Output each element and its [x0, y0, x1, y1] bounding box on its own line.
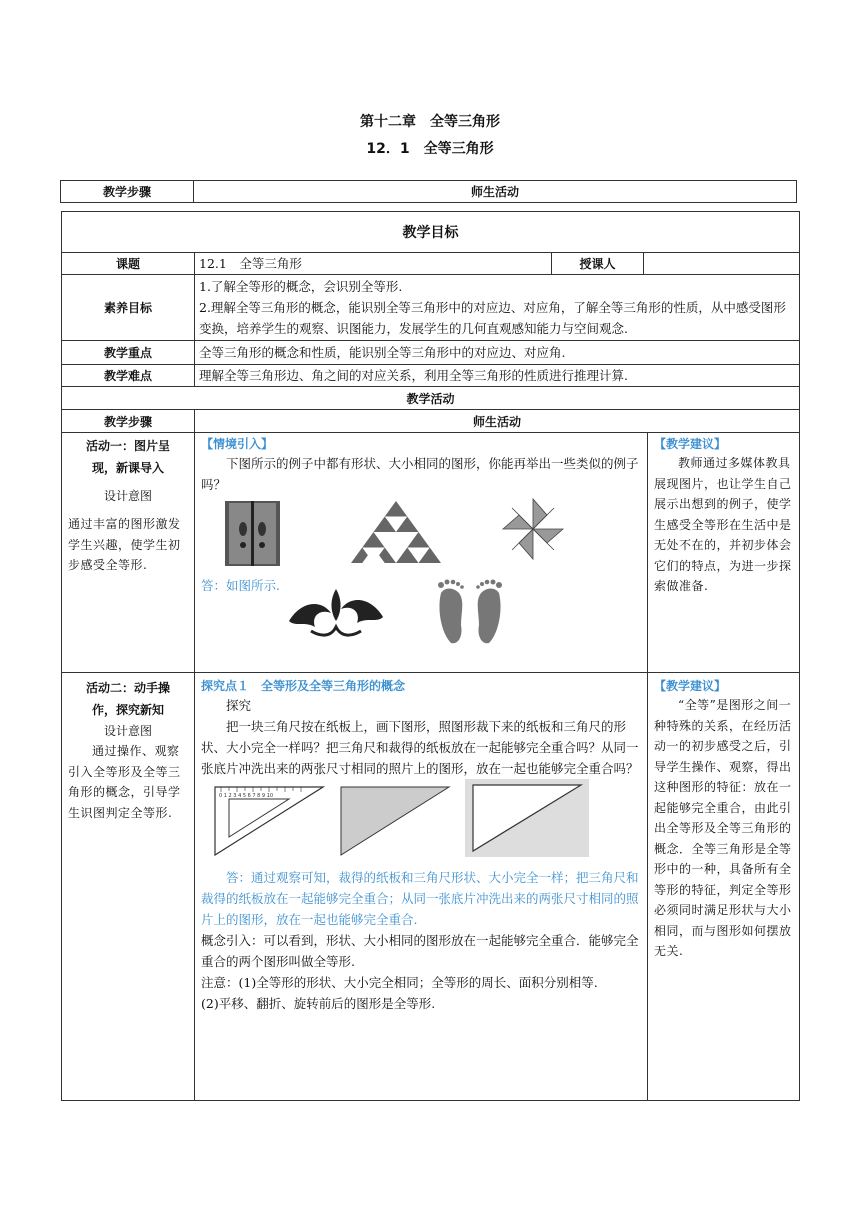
activity2-answer: 答：通过观察可知，裁得的纸板和三角尺形状、大小完全一样；把三角尺和裁得的纸板放在一起能够完全重合；从同一张底片冲洗出来的两张尺寸相同的照片上的图形，放在一起也能够完全重合.: [201, 870, 639, 927]
activity2-design-label: 设计意图: [103, 724, 152, 738]
activity2-concept: 概念引入：可以看到，形状、大小相同的图形放在一起能够完全重合．能够完全重合的两个图形叫做全等形.: [201, 933, 639, 969]
lesson-plan-table: [61, 211, 800, 1101]
literacy-item-2: 2.理解全等三角形的概念，能识别全等三角形中的对应边、对应角，了解全等三角形的性质，从中感受图形变换，培养学生的观察、识图能力，发展学生的几何直观感知能力与空间观念.: [199, 300, 786, 336]
activity2-note1: 注意：(1)全等形的形状、大小完全相同；全等形的周长、面积分别相等.: [201, 975, 598, 990]
activities-col1: 教学步骤: [62, 410, 195, 433]
activity2-point-title: 探究点１ 全等形及全等三角形的概念: [201, 679, 406, 693]
section-title: 12．1 全等三角形: [366, 141, 494, 157]
teacher-label: 授课人: [552, 253, 644, 275]
activity2-advice-text: “全等”是图形之间一种特殊的关系，在经历活动一的初步感受之后，引导学生操作、观察，得出这种图形的特征：放在一起能够完全重合，由此引出全等形及全等三角形的概念．全等三角形是全等形中的一种，具备所有全等形的特征，判定全等形必须同时满足形状与大小相同，而与图形如何摆放无关.: [654, 698, 792, 958]
activity1-content: [195, 433, 648, 673]
cardboard-triangle-image: [339, 785, 451, 857]
difficulty-value: 理解全等三角形边、角之间的对应关系，利用全等三角形的性质进行推理计算.: [195, 365, 800, 387]
activities-col2: 师生活动: [195, 410, 800, 433]
activity2-advice-tag: 【教学建议】: [654, 679, 727, 693]
activity1-design-label: 设计意图: [103, 489, 152, 503]
key-value: 全等三角形的概念和性质，能识别全等三角形中的对应边、对应角.: [195, 341, 800, 365]
steps-header-table: [60, 180, 797, 203]
footprints-image: [431, 575, 511, 647]
activity-col-label: 师生活动: [194, 181, 797, 203]
activity2-explore: 探究: [226, 698, 252, 713]
activity2-advice: [648, 673, 800, 1101]
objectives-header: 教学目标: [62, 212, 800, 253]
lesson-label: 课题: [62, 253, 195, 275]
activity2-content: [195, 673, 648, 1101]
activity2-design-text: 通过操作、观察引入全等形及全等三角形的概念，引导学生识图判定全等形.: [68, 744, 181, 820]
pinwheel-image: [501, 497, 565, 561]
activity2-question: 把一块三角尺按在纸板上，画下图形，照图形裁下来的纸板和三角尺的形状、大小完全一样吗？把三角尺和裁得的纸板放在一起能够完全重合吗？从同一张底片冲洗出来的两张尺寸相同的照片上的图形，放在一起也能够完全重合吗？: [201, 719, 639, 776]
activity2-title: 活动二：动手操作，探究新知: [85, 681, 170, 717]
sierpinski-triangle-image: [351, 501, 441, 563]
literacy-label: 素养目标: [62, 275, 195, 341]
fleur-ornament-image: [281, 581, 391, 643]
literacy-item-1: 1.了解全等形的概念，会识别全等形.: [199, 279, 403, 294]
activity1-title: 活动一：图片呈现，新课导入: [85, 439, 170, 475]
activities-header: 教学活动: [62, 387, 800, 410]
key-label: 教学重点: [62, 341, 195, 365]
chapter-title: 第十二章 全等三角形: [360, 114, 500, 130]
activity1-answer: 答：如图所示.: [201, 578, 280, 593]
activity1-step: [62, 433, 195, 673]
activity1-question: 下图所示的例子中都有形状、大小相同的图形，你能再举出一些类似的例子吗？: [201, 456, 639, 492]
door-handles-image: [225, 501, 280, 566]
literacy-goals: [195, 275, 800, 341]
ruler-digits: 0 1 2 3 4 5 6 7 8 9 10: [219, 793, 274, 799]
lesson-value: 12.1 全等三角形: [195, 253, 552, 275]
activity1-design-text: 通过丰富的图形激发学生兴趣，使学生初步感受全等形.: [68, 517, 181, 572]
activity1-advice-tag: 【教学建议】: [654, 437, 727, 451]
steps-col-label: 教学步骤: [61, 181, 194, 203]
activity2-step: [62, 673, 195, 1101]
activity1-advice: [648, 433, 800, 673]
activity2-note2: (2)平移、翻折、旋转前后的图形是全等形.: [201, 996, 436, 1011]
set-square-image: [213, 785, 325, 857]
photo-triangle-image: [465, 779, 589, 857]
teacher-value: [644, 253, 800, 275]
activity1-tag: 【情境引入】: [201, 437, 274, 451]
activity1-advice-text: 教师通过多媒体教具展现图片，也让学生自己展示出想到的例子，使学生感受全等形在生活中是无处不在的，并初步体会它们的特点，为进一步探索做准备.: [654, 456, 792, 593]
difficulty-label: 教学难点: [62, 365, 195, 387]
